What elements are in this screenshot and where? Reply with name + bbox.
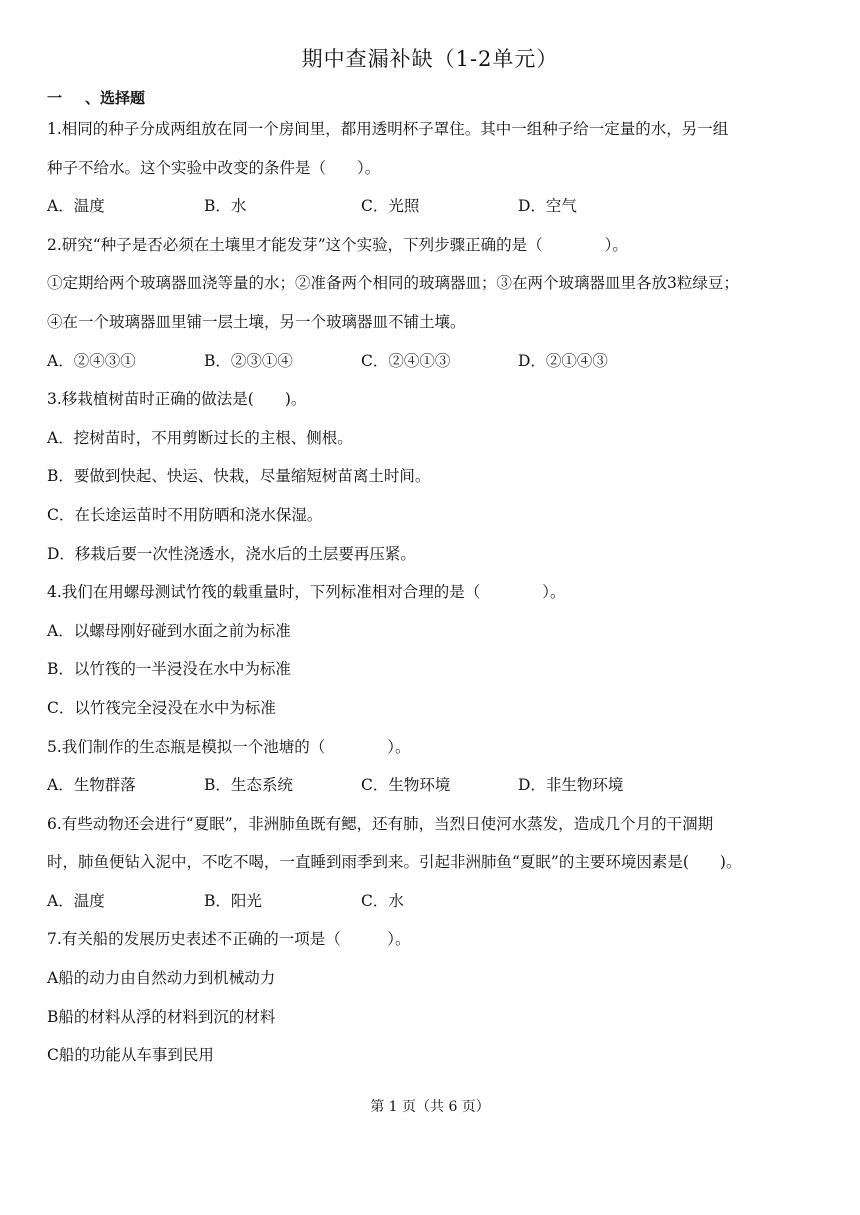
question-6-line-2: 时，肺鱼便钻入泥中，不吃不喝，一直睡到雨季到来。引起非洲肺鱼“夏眠”的主要环境因素是( )。: [47, 853, 742, 872]
question-1-line-2: 种子不给水。这个实验中改变的条件是（ ）。: [47, 158, 381, 177]
option-a[interactable]: A．温度: [47, 891, 105, 910]
option-c[interactable]: C．光照: [361, 197, 420, 216]
option-a[interactable]: A．以螺母刚好碰到水面之前为标准: [47, 621, 291, 640]
option-c[interactable]: C．在长途运苗时不用防晒和浇水保湿。: [47, 505, 323, 524]
question-1-options: [47, 193, 822, 232]
question-6-options: [47, 888, 822, 927]
question-2-line-1: 2.研究“种子是否必须在土壤里才能发芽”这个实验，下列步骤正确的是（ ）。: [47, 235, 628, 254]
option-d[interactable]: D．②①④③: [518, 351, 608, 370]
option-d[interactable]: D．移栽后要一次性浇透水，浇水后的土层要再压紧。: [47, 544, 416, 563]
question-2-options: [47, 348, 822, 387]
question-2-line-2: ①定期给两个玻璃器皿浇等量的水；②准备两个相同的玻璃器皿；③在两个玻璃器皿里各放3粒绿豆；: [47, 274, 739, 293]
question-5-options: [47, 772, 822, 811]
option-b[interactable]: B．生态系统: [204, 776, 293, 795]
option-b[interactable]: B船的材料从浮的材料到沉的材料: [47, 1007, 276, 1026]
page-footer: 第 1 页（共 6 页）: [370, 1099, 490, 1115]
option-c[interactable]: C．②④①③: [361, 351, 451, 370]
option-b[interactable]: B．以竹筏的一半浸没在水中为标准: [47, 660, 291, 679]
question-6-line-1: 6.有些动物还会进行“夏眠”，非洲肺鱼既有鳃，还有肺，当烈日使河水蒸发，造成几个月的干涸期: [47, 814, 714, 833]
option-d[interactable]: D．空气: [518, 197, 577, 216]
option-a[interactable]: A．生物群落: [47, 776, 136, 795]
question-1-line-1: 1.相同的种子分成两组放在同一个房间里，都用透明杯子罩住。其中一组种子给一定量的水，另一组: [47, 120, 729, 138]
option-b[interactable]: B．水: [204, 197, 247, 216]
question-list: [47, 116, 822, 1081]
section-heading: [47, 86, 145, 110]
section-label: 、选择题: [85, 89, 146, 107]
question-7-line-1: 7.有关船的发展历史表述不正确的一项是（ ）。: [47, 930, 411, 949]
question-4-line-1: 4.我们在用螺母测试竹筏的载重量时，下列标准相对合理的是（ ）。: [47, 583, 566, 602]
option-c[interactable]: C．以竹筏完全浸没在水中为标准: [47, 698, 276, 717]
option-a[interactable]: A．挖树苗时，不用剪断过长的主根、侧根。: [47, 428, 353, 447]
option-c[interactable]: C．水: [361, 891, 404, 910]
section-number: 一: [47, 89, 63, 107]
question-3-line-1: 3.移栽植树苗时正确的做法是( )。: [47, 390, 307, 409]
option-d[interactable]: D．非生物环境: [518, 776, 624, 795]
option-a[interactable]: A．②④③①: [47, 351, 136, 370]
option-b[interactable]: B．要做到快起、快运、快栽，尽量缩短树苗离土时间。: [47, 467, 431, 486]
option-c[interactable]: C船的功能从车事到民用: [47, 1046, 214, 1065]
option-c[interactable]: C．生物环境: [361, 776, 451, 795]
question-5-line-1: 5.我们制作的生态瓶是模拟一个池塘的（ ）。: [47, 737, 411, 756]
option-a[interactable]: A船的动力由自然动力到机械动力: [47, 969, 276, 988]
page-title: 期中查漏补缺（1-2单元）: [301, 47, 559, 71]
option-b[interactable]: B．②③①④: [204, 351, 293, 370]
option-b[interactable]: B．阳光: [204, 891, 262, 910]
question-2-line-3: ④在一个玻璃器皿里铺一层土壤，另一个玻璃器皿不铺土壤。: [47, 312, 466, 331]
option-a[interactable]: A．温度: [47, 197, 105, 216]
